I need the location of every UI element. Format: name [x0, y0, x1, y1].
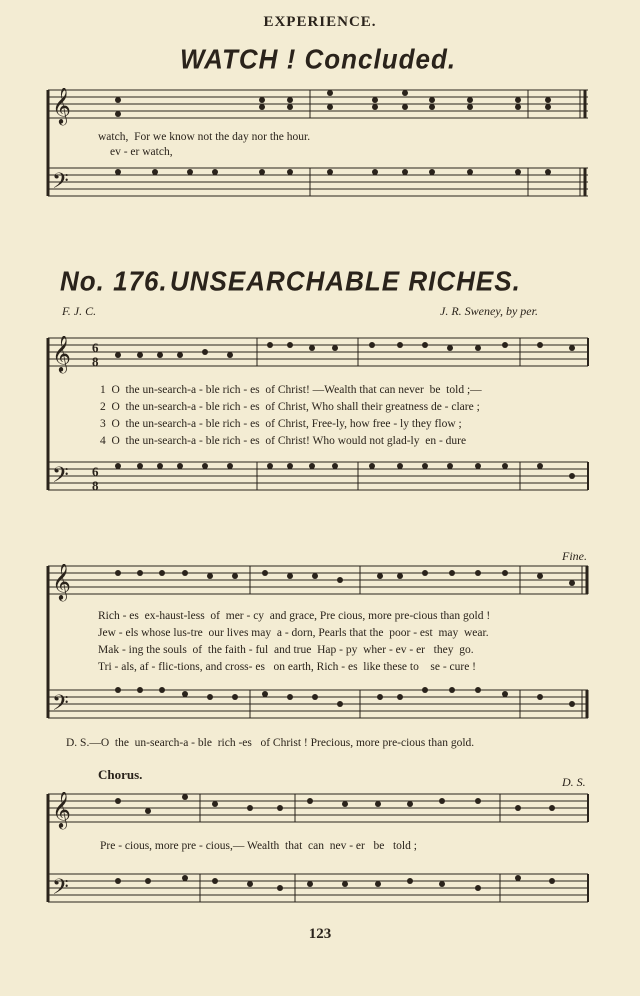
bass-clef-icon: 𝄢 — [52, 463, 69, 492]
treble-clef-icon: 𝄞 — [52, 564, 71, 599]
svg-text:8: 8 — [92, 478, 99, 493]
hymn-title: UNSEARCHABLE RICHES. — [170, 265, 521, 297]
watch-lyric-line-1: watch, For we know not the day nor the hour. — [98, 131, 311, 143]
verse-line-1: 1 O the un-search-a - ble rich - es of Christ! —Wealth that can never be told ;— — [100, 384, 482, 396]
verse-line-3: 3 O the un-search-a - ble rich - es of Christ, Free-ly, how free - ly they flow ; — [100, 418, 462, 430]
bass-clef-icon: 𝄢 — [52, 169, 69, 198]
chorus-lyrics: Pre - cious, more pre - cious,— Wealth that can nev - er be told ; — [100, 840, 417, 852]
svg-text:6: 6 — [92, 340, 99, 355]
page-header: EXPERIENCE. — [263, 14, 377, 30]
bass-clef-icon: 𝄢 — [52, 875, 69, 904]
ds-mark: D. S. — [562, 775, 586, 789]
bass-clef-icon: 𝄢 — [52, 691, 69, 720]
ds-line: D. S.—O the un-search-a - ble rich -es of Christ ! Precious, more pre-cious than gold. — [66, 737, 475, 749]
verse2-line-4: Tri - als, af - flic-tions, and cross- es on earth, Rich - es like these to se - cure ! — [98, 661, 477, 673]
svg-text:6: 6 — [92, 464, 99, 479]
treble-clef-icon: 𝄞 — [52, 88, 71, 123]
verse-line-4: 4 O the un-search-a - ble rich - es of Christ! Who would not glad-ly en - dure — [100, 435, 467, 447]
treble-clef-icon: 𝄞 — [52, 792, 71, 827]
hymn-composer: J. R. Sweney, by per. — [440, 304, 538, 318]
verse2-line-2: Jew - els whose lus-tre our lives may a - dorn, Pearls that the poor - est may wear. — [98, 627, 489, 639]
fine-mark: Fine. — [562, 549, 587, 563]
watch-lyric-line-2: ev - er watch, — [110, 146, 173, 158]
watch-system — [0, 88, 640, 218]
chorus-label: Chorus. — [98, 767, 143, 782]
verse2-line-1: Rich - es ex-haust-less of mer - cy and grace, Pre cious, more pre-cious than gold ! — [98, 610, 491, 622]
page-number: 123 — [308, 926, 332, 942]
chorus-system — [0, 792, 640, 922]
verse2-line-3: Mak - ing the souls of the faith - ful and true Hap - py wher - ev - er they go. — [98, 644, 474, 656]
treble-clef-icon: 𝄞 — [52, 336, 71, 371]
svg-text:8: 8 — [92, 354, 99, 369]
verse-line-2: 2 O the un-search-a - ble rich - es of Christ, Who shall their greatness de - clare ; — [100, 401, 480, 413]
watch-title: WATCH ! Concluded. — [180, 43, 457, 75]
hymn-number: No. 176. — [60, 265, 168, 297]
hymn-author: F. J. C. — [62, 304, 97, 318]
